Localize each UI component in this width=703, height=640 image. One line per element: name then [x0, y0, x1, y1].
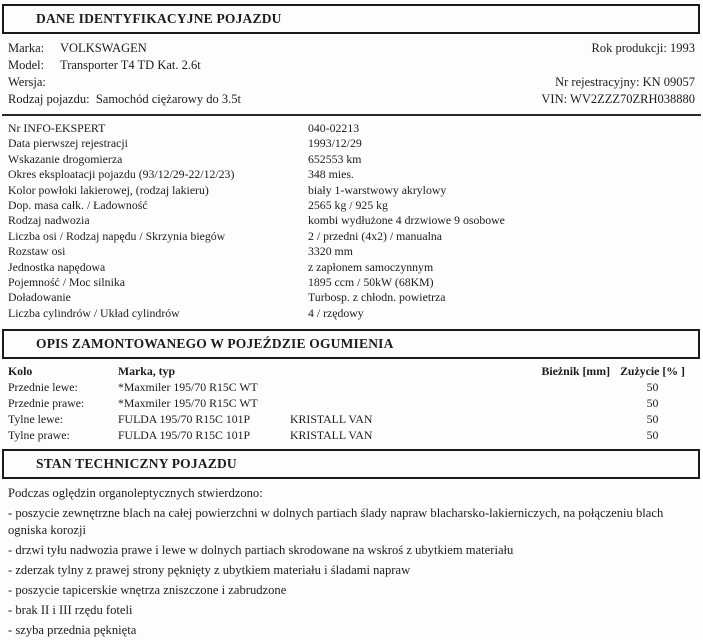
nr-rej-pair [555, 74, 695, 91]
tire-position: Tylne prawe: [8, 428, 70, 443]
detail-label: Okres eksploatacji pojazdu (93/12/29-22/12/23) [8, 167, 235, 182]
tire-tread [515, 427, 610, 443]
condition-finding: - szyba przednia pęknięta [8, 623, 137, 638]
detail-label: Liczba osi / Rodzaj napędu / Skrzynia biegów [8, 228, 226, 243]
rok-label: Rok produkcji: [591, 41, 667, 55]
detail-label: Rozstaw osi [8, 244, 66, 259]
detail-value: 1993/12/29 [308, 136, 362, 151]
section-header-identification [2, 4, 700, 34]
detail-label: Liczba cylindrów / Układ cylindrów [8, 305, 180, 320]
detail-label: Jednostka napędowa [8, 259, 106, 274]
detail-value: kombi wydłużone 4 drzwiowe 9 osobowe [308, 213, 505, 228]
identification-details-list [0, 116, 703, 325]
col-header-zuzycie: Zużycie [% ] [620, 364, 685, 379]
detail-value: 348 mies. [308, 167, 354, 182]
tire-row [8, 427, 695, 443]
detail-value: 040-02213 [308, 121, 360, 135]
detail-value: 4 / rzędowy [308, 305, 364, 320]
detail-label: Pojemność / Moc silnika [8, 275, 125, 290]
tire-row [8, 379, 695, 395]
detail-row [8, 306, 695, 321]
detail-value: 652553 km [308, 151, 362, 166]
section-title: OPIS ZAMONTOWANEGO W POJEŹDZIE OGUMIENIA [36, 336, 394, 352]
tire-tread [515, 411, 610, 427]
tire-position: Przednie lewe: [8, 380, 78, 395]
detail-value: biały 1-warstwowy akrylowy [308, 182, 447, 197]
col-header-kolo: Kolo [8, 364, 33, 379]
detail-row [8, 275, 695, 290]
condition-intro: Podczas oględzin organoleptycznych stwierdzono: [8, 486, 263, 501]
tire-table-header [8, 363, 695, 379]
detail-row [8, 136, 695, 151]
col-header-bieznik: Bieżnik [mm] [541, 364, 610, 379]
tire-row [8, 411, 695, 427]
detail-value: 2 / przedni (4x2) / manualna [308, 228, 442, 243]
section-title: DANE IDENTYFIKACYJNE POJAZDU [36, 11, 282, 26]
rodzaj-pair [8, 91, 241, 108]
model-value: Transporter T4 TD Kat. 2.6t [60, 58, 201, 72]
tire-model-extra [290, 395, 515, 411]
tire-wear: 50 [646, 412, 659, 427]
tire-wear: 50 [646, 396, 659, 411]
model-label: Model: [8, 58, 45, 72]
detail-row [8, 198, 695, 213]
section-header-condition [2, 449, 700, 479]
rok-pair [592, 40, 695, 57]
tire-brand: FULDA 195/70 R15C 101P [118, 428, 251, 443]
detail-label: Dop. masa całk. / Ładowność [8, 198, 148, 213]
marka-label: Marka: [8, 41, 45, 55]
model-pair [8, 57, 201, 74]
rodzaj-label: Rodzaj pojazdu: [8, 92, 90, 106]
identification-top-block [0, 34, 703, 110]
detail-row [8, 244, 695, 259]
condition-finding: - poszycie tapicerskie wnętrza zniszczone i zabrudzone [8, 583, 287, 598]
detail-row [8, 260, 695, 275]
detail-label: Rodzaj nadwozia [8, 213, 90, 228]
tire-tread [515, 379, 610, 395]
nr-rej-value: KN 09057 [642, 75, 695, 89]
id-row-wersja [8, 74, 695, 91]
detail-value: 3320 mm [308, 244, 353, 259]
condition-finding: - poszycie zewnętrzne blach na całej powierzchni w dolnych partiach ślady napraw blacharsko-lakierniczych, na połączeniu blach ogniska korozji [8, 505, 664, 538]
detail-row [8, 290, 695, 305]
tire-model-extra: KRISTALL VAN [290, 412, 373, 427]
tire-tread [515, 395, 610, 411]
tire-table [0, 359, 703, 445]
marka-pair [8, 40, 147, 57]
marka-value: VOLKSWAGEN [60, 41, 147, 55]
nr-rej-label: Nr rejestracyjny: [555, 75, 640, 89]
tire-model-extra: KRISTALL VAN [290, 428, 373, 443]
vin-value: WV2ZZZ70ZRH038880 [570, 92, 695, 106]
vehicle-report-document [0, 4, 703, 638]
col-header-marka: Marka, typ [118, 364, 176, 379]
vin-label: VIN: [541, 92, 568, 106]
section-header-tires [2, 329, 700, 359]
detail-label: Kolor powłoki lakierowej, (rodzaj lakieru) [8, 182, 209, 197]
rok-value: 1993 [670, 41, 695, 55]
detail-row [8, 183, 695, 198]
id-row-marka [8, 40, 695, 57]
detail-value: z zapłonem samoczynnym [308, 259, 434, 274]
detail-row [8, 213, 695, 228]
tire-model-extra [290, 379, 515, 395]
tire-wear: 50 [646, 428, 659, 443]
section-title: STAN TECHNICZNY POJAZDU [36, 456, 237, 472]
condition-finding: - brak II i III rzędu foteli [8, 603, 133, 618]
id-row-rodzaj [8, 91, 695, 108]
tire-row [8, 395, 695, 411]
detail-label: Wskazanie drogomierza [8, 151, 123, 166]
technical-condition-block [0, 479, 703, 640]
rodzaj-value: Samochód ciężarowy do 3.5t [95, 92, 241, 106]
vin-pair [541, 91, 695, 108]
wersja-pair [8, 74, 60, 91]
tire-brand: *Maxmiler 195/70 R15C WT [118, 380, 258, 395]
wersja-label: Wersja: [8, 75, 46, 89]
detail-label: Doładowanie [8, 290, 71, 305]
detail-row [8, 152, 695, 167]
detail-value: 1895 ccm / 50kW (68KM) [308, 275, 434, 290]
tire-brand: *Maxmiler 195/70 R15C WT [118, 396, 258, 411]
detail-label: Nr INFO-EKSPERT [8, 121, 106, 135]
tire-position: Tylne lewe: [8, 412, 64, 427]
id-row-model [8, 57, 695, 74]
tire-position: Przednie prawe: [8, 396, 85, 411]
detail-value: Turbosp. z chłodn. powietrza [308, 290, 446, 305]
condition-finding: - drzwi tyłu nadwozia prawe i lewe w dolnych partiach skrodowane na wskroś z ubytkiem materiału [8, 543, 514, 558]
detail-row [8, 121, 695, 136]
detail-label: Data pierwszej rejestracji [8, 136, 128, 151]
tire-wear: 50 [646, 380, 659, 395]
tire-brand: FULDA 195/70 R15C 101P [118, 412, 251, 427]
detail-row [8, 229, 695, 244]
col-header-spacer [290, 363, 515, 379]
detail-value: 2565 kg / 925 kg [308, 198, 388, 213]
detail-row [8, 167, 695, 182]
condition-finding: - zderzak tylny z prawej strony pęknięty z ubytkiem materiału i śladami napraw [8, 563, 411, 578]
